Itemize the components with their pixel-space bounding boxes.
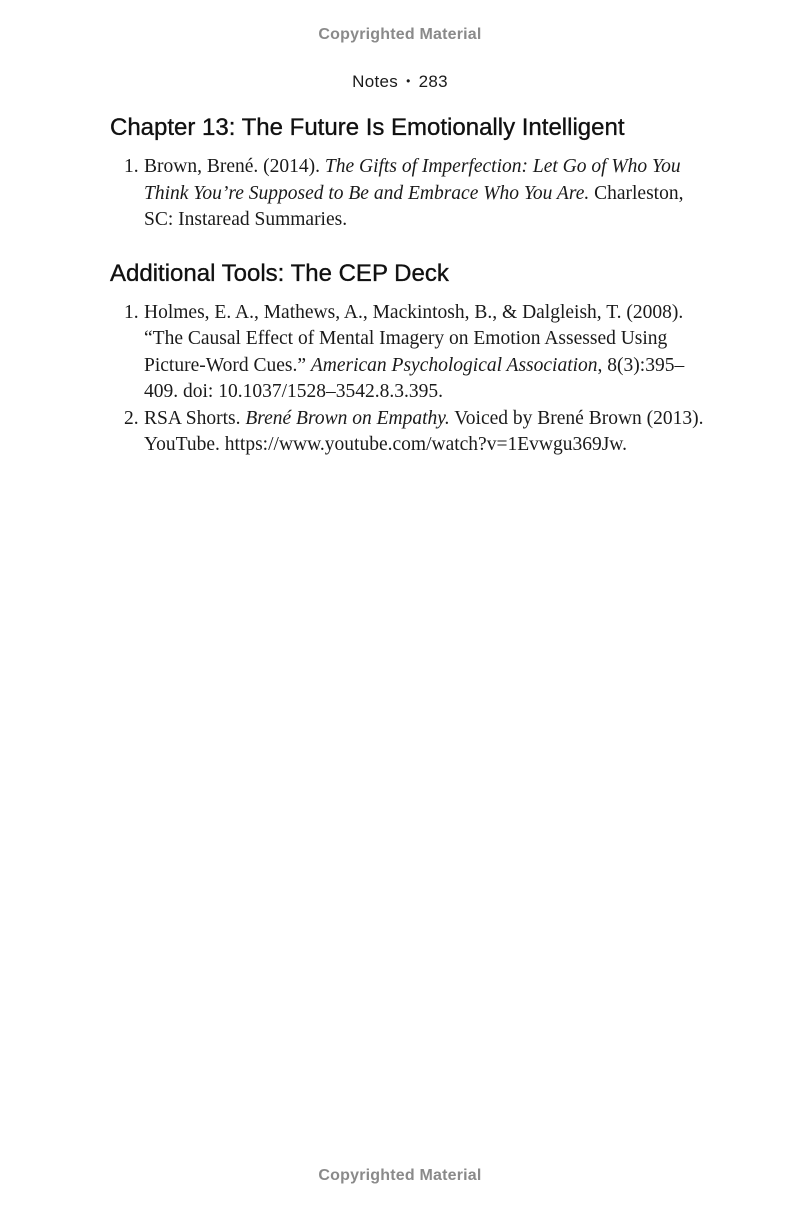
note-number: 1. (124, 156, 139, 177)
note-item (110, 406, 710, 459)
note-title: Brené Brown on Empathy. (245, 407, 450, 429)
section-heading: Chapter 13: The Future Is Emotionally Intelligent (110, 114, 625, 141)
note-number: 1. (124, 301, 139, 323)
notes-section-chapter-13 (110, 112, 710, 234)
note-tail-text: , 8(3):395–409. doi: 10.1037/1528–3542.8.3.395. (144, 354, 685, 402)
notes-section-additional-tools (110, 258, 710, 459)
section-heading: Additional Tools: The CEP Deck (110, 259, 449, 287)
notes-content (110, 112, 710, 459)
running-head-separator: • (406, 74, 411, 88)
running-head (0, 72, 800, 92)
note-item (110, 154, 710, 234)
page-number: 283 (418, 72, 448, 91)
note-number: 2. (124, 407, 139, 429)
note-title: American Psychological Association (310, 354, 598, 376)
copyright-watermark-top: Copyrighted Material (318, 26, 482, 43)
note-lead-text: RSA Shorts. (144, 407, 246, 429)
note-tail-text: Voiced by Brené Brown (2013). YouTube. https://www.youtube.com/watch?v=1Evwgu369Jw. (144, 407, 704, 455)
running-head-section: Notes (352, 72, 399, 91)
copyright-watermark-bottom: Copyrighted Material (318, 1167, 482, 1184)
note-lead-text: Brown, Brené. (2014). (144, 156, 325, 177)
notes-list (110, 154, 710, 234)
note-item (110, 300, 710, 406)
note-tail-text: Charleston, SC: Instaread Summaries. (144, 182, 684, 230)
note-lead-text: Holmes, E. A., Mathews, A., Mackintosh, B., & Dalgleish, T. (2008). “The Causal Effect of Mental Imagery on Emotion Assessed Using Picture-Word Cues.” (144, 301, 684, 376)
note-title: The Gifts of Imperfection: Let Go of Who You Think You’re Supposed to Be and Embrace Who You Are. (144, 156, 681, 204)
notes-list (110, 300, 710, 459)
